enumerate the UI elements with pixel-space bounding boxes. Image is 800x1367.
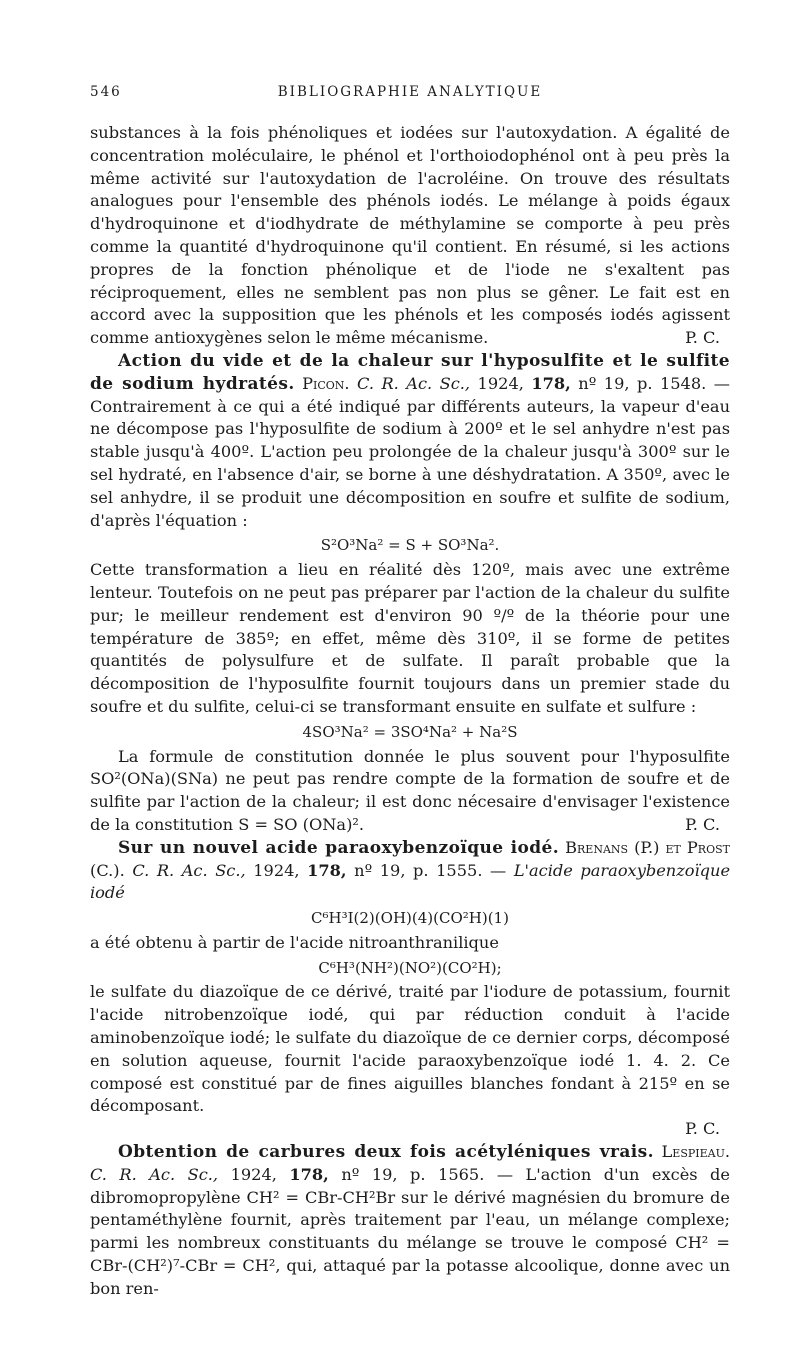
- article-intro: L'acide paraoxybenzoïque iodé: [90, 860, 731, 903]
- formula: C⁶H³I(2)(OH)(4)(CO²H)(1): [311, 909, 509, 928]
- page-number: 546: [90, 84, 122, 100]
- paragraph-text: substances à la fois phénoliques et iodées sur l'autoxydation. A égalité de concentration moléculaire, le phénol et l'orthoiodophénol ont à peu près la même activité sur l'autoxydation de l'acroléine. On trouve des résultats analogues pour l'ensemble des phénols iodés. Le mélange à poids égaux d'hydroquinone et d'iodhydrate de méthylamine se comporte à peu près comme la quantité d'hydroquinone qu'il contient. En résumé, si les actions propres de la fonction phénolique et de l'iode ne s'exaltent pas réciproquement, elles ne semblent pas non plus se gêner. Le fait est en accord avec la supposition que les phénols et les composés iodés agissent comme antioxygènes selon le même mécanisme.: [90, 123, 730, 348]
- article-author: Picon.: [302, 373, 350, 393]
- article-paragraph: Cette transformation a lieu en réalité dès 120º, mais avec une extrême lenteur. Toutefois on ne peut pas préparer par l'action de la chaleur du sulfite pur; le meilleur rendement est d'environ 90 º/º de la théorie pour une température de 385º; en effet, même dès 310º, il se forme de petites quantités de polysulfure et de sulfate. Il paraît probable que la décomposition de l'hyposulfite fournit toujours dans un premier stade du soufre et du sulfite, celui-ci se transformant ensuite en sulfate et sulfure :: [90, 560, 730, 716]
- continued-paragraph: [90, 122, 730, 350]
- article-author: Lespieau.: [661, 1142, 730, 1162]
- article-year: 1924,: [230, 1164, 277, 1184]
- equation: S²O³Na² = S + SO³Na².: [320, 536, 500, 555]
- article-text: Contrairement à ce qui a été indiqué par différents auteurs, la vapeur d'eau ne décompose pas l'hyposulfite de sodium à 200º et le sel anhydre n'est pas stable jusqu'à 400º. L'action peu prolongée de la chaleur jusqu'à 300º sur le sel hydraté, en l'absence d'air, se borne à une déshydratation. A 350º, avec le sel anhydre, il se produit une décomposition en soufre et sulfite de sodium, d'après l'équation :: [90, 396, 730, 530]
- article-text: La formule de constitution donnée le plus souvent pour l'hyposulfite SO²(ONa)(SNa) ne peut pas rendre compte de la formation de soufre et de sulfite par l'action de la chaleur; il est donc nécesaire d'envisager l'existence de la constitution S = SO (ONa)².: [90, 746, 730, 834]
- article-year: 1924,: [477, 373, 524, 393]
- article-paragraph: [90, 746, 730, 837]
- article-pages: nº 19, p. 1565. —: [341, 1164, 514, 1184]
- article-title: Obtention de carbures deux fois acétyléniques vrais.: [118, 1142, 654, 1163]
- article-pages: nº 19, p. 1548. —: [578, 373, 730, 393]
- article-paraoxybenzoique: [90, 837, 730, 905]
- article-volume: 178,: [289, 1164, 329, 1184]
- running-title: BIBLIOGRAPHIE ANALYTIQUE: [277, 84, 543, 100]
- signature: P. C.: [685, 814, 720, 834]
- page-body: [90, 122, 730, 1301]
- article-journal: C. R. Ac. Sc.,: [132, 860, 246, 880]
- article-carbures: [90, 1141, 730, 1301]
- article-authors: Brenans (P.) et Prost (C.).: [90, 837, 730, 880]
- article-title: Sur un nouvel acide paraoxybenzoïque iodé.: [118, 837, 560, 858]
- article-hyposulfite: [90, 350, 730, 532]
- formula: C⁶H³(NH²)(NO²)(CO²H);: [318, 958, 502, 977]
- article-year: 1924,: [253, 860, 300, 880]
- article-volume: 178,: [307, 860, 347, 880]
- signature: P. C.: [685, 1119, 720, 1139]
- signature: P. C.: [685, 328, 720, 348]
- article-text: L'action d'un excès de dibromopropylène CH² = CBr-CH²Br sur le dérivé magnésien du bromure de pentaméthylène fournit, après traitement par l'eau, un mélange complexe; parmi les nombreux constituants du mélange se trouve le composé CH² = CBr-(CH²)⁷-CBr = CH², qui, attaqué par la potasse alcoolique, donne avec un bon ren-: [90, 1164, 730, 1298]
- article-title: Action du vide et de la chaleur sur l'hyposulfite et le sulfite de sodium hydratés.: [90, 350, 730, 394]
- page-header: [90, 84, 730, 100]
- equation: 4SO³Na² = 3SO⁴Na² + Na²S: [302, 722, 518, 741]
- article-paragraph: le sulfate du diazoïque de ce dérivé, traité par l'iodure de potassium, fournit l'acide nitrobenzoïque iodé, qui par réduction conduit à l'acide aminobenzoïque iodé; le sulfate du diazoïque de ce dernier corps, décomposé en solution aqueuse, fournit l'acide paraoxybenzoïque iodé 1. 4. 2. Ce composé est constitué par de fines aiguilles blanches fondant à 215º en se décomposant.: [90, 982, 730, 1116]
- article-journal: C. R. Ac. Sc.,: [357, 373, 471, 393]
- article-volume: 178,: [531, 373, 571, 393]
- article-paragraph: a été obtenu à partir de l'acide nitroanthranilique: [90, 932, 499, 952]
- article-pages: nº 19, p. 1555. —: [354, 860, 507, 880]
- article-journal: C. R. Ac. Sc.,: [90, 1164, 219, 1184]
